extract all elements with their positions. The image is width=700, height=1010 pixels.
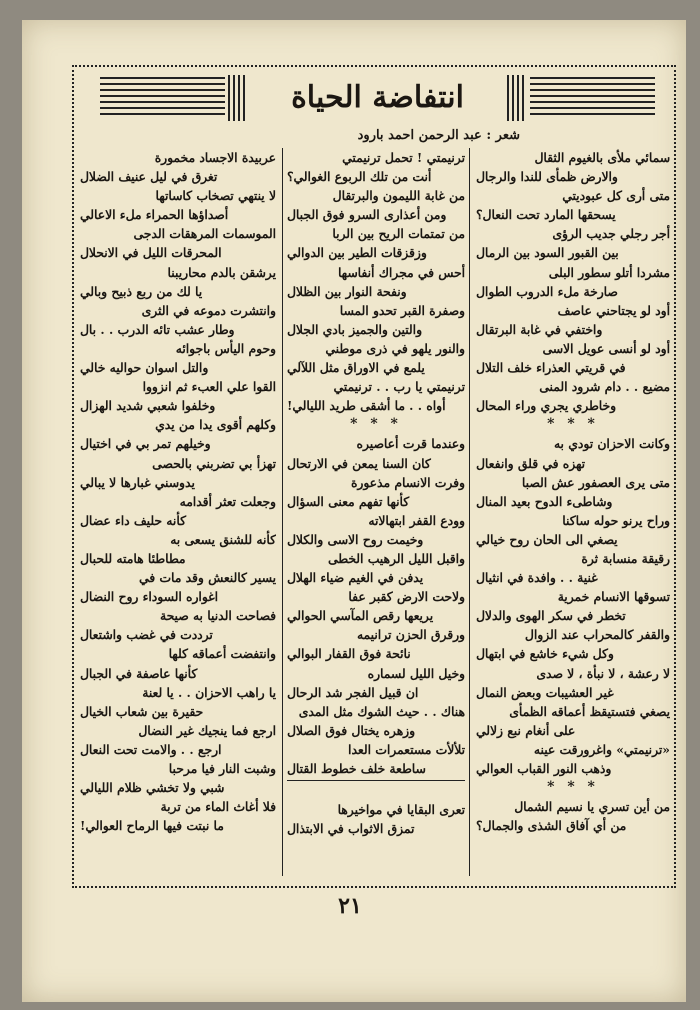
verse-line: الموسمات المرهقات الدجى xyxy=(133,226,276,242)
verse-line: والارض ظمأى للندا والرجال xyxy=(476,169,618,185)
verse-line: متى أرى كل عبوديتي xyxy=(562,188,670,204)
verse-line: تلألأت مستعمرات العدا xyxy=(348,741,465,757)
verse-line: كان السنا يمعن في الارتحال xyxy=(287,455,431,471)
verse-line: لا رعشة ، لا نبأة ، لا صدى xyxy=(536,665,670,681)
verse-line: تخطر في سكر الهوى والدلال xyxy=(476,608,626,624)
verse-line: اغواره السوداء روح النضال xyxy=(80,589,219,605)
verse-line: عربيدة الاجساد مخمورة xyxy=(154,150,276,165)
verse-line: وحوم اليأس باجوائه xyxy=(175,340,276,356)
verse-line: يدفن في الغيم ضياء الهلال xyxy=(287,570,424,586)
verse-line: وصفرة القبر تحدو المسا xyxy=(339,302,465,318)
verse-line: وزقزقات الطير بين الدوالي xyxy=(287,245,427,261)
verse-line: وراح يرنو حوله ساكنا xyxy=(562,512,670,528)
verse-line: وخيمت روح الاسى والكلال xyxy=(287,531,424,547)
verse-line: يسحقها المارد تحت النعال؟ xyxy=(476,207,616,223)
verse-line: أنت من تلك الربوع الغوالي؟ xyxy=(287,169,432,185)
verse-line: نائحة فوق القفار البوالي xyxy=(287,646,411,662)
verse-line: ونفحة النوار بين الظلال xyxy=(287,283,407,299)
verse-line: والتين والجميز بادي الجلال xyxy=(287,321,423,337)
verse-line: كأنها تفهم معنى السؤال xyxy=(287,493,410,509)
verse-line: من تمتمات الريح بين الربا xyxy=(332,226,465,242)
verse-line: وجعلت تعثر أقدامه xyxy=(179,493,276,509)
poet-byline: شعر : عبد الرحمن احمد بارود xyxy=(357,128,520,143)
verse-line: المحرقات الليل في الانحلال xyxy=(80,245,222,261)
verse-line: والقفر كالمحراب عند الزوال xyxy=(524,627,670,643)
verse-line: واختفي في غابة البرتقال xyxy=(476,321,603,337)
verse-line: وانتشرت دموعه في الثرى xyxy=(141,302,276,318)
column-rule xyxy=(287,780,465,800)
verse-line: مضيع . . دام شرود المنى xyxy=(539,379,670,395)
verse-line: وكانت الاحزان تودي به xyxy=(553,436,670,452)
verse-line: ترنيمتي يا رب . . ترنيمتي xyxy=(333,379,465,395)
verse-line: أصداؤها الحمراء ملء الاعالي xyxy=(80,207,229,223)
verse-line: وخيلهم تمر بي في اختيال xyxy=(80,436,211,452)
verse-line: على أنغام نبع زلالي xyxy=(476,722,576,738)
verse-line: أحس في مجراك أنفاسها xyxy=(337,264,465,280)
verse-line: ولاحت الارض كقبر عفا xyxy=(348,589,465,605)
verse-line: من أي آفاق الشذى والجمال؟ xyxy=(476,818,627,834)
poem-title: انتفاضة الحياة xyxy=(291,80,464,115)
verse-line: من غابة الليمون والبرتقال xyxy=(332,188,465,204)
verse-line: وكل شيء خاشع في ابتهال xyxy=(476,646,614,662)
verse-line: لا ينتهي تصخاب كاساتها xyxy=(155,188,276,204)
verse-line: وفرت الانسام مذعورة xyxy=(350,474,465,490)
verse-line: ان قبيل الفجر شد الرحال xyxy=(287,684,419,700)
verse-line: رقيقة منسابة ثرة xyxy=(581,550,670,566)
verse-line: تهزه في قلق وانفعال xyxy=(476,455,586,471)
verse-line: «ترنيمتي» واغرورقت عينه xyxy=(533,741,670,757)
verse-line: وعندما قرت أعاصيره xyxy=(356,436,465,452)
verse-line: ورقرق الحزن ترانيمه xyxy=(356,627,465,643)
verse-line: وخاطري يجري وراء المحال xyxy=(476,398,617,414)
verse-line: والنور يلهو في ذرى موطني xyxy=(325,340,465,356)
verse-line: القوا علي العبء ثم انزووا xyxy=(142,379,276,395)
verse-line: وطار عشب تائه الدرب . . بال xyxy=(80,321,235,337)
verse-line: يسير كالنعش وقد مات في xyxy=(139,570,276,586)
verse-line: يصغي فتستيقظ أعماقه الظمأى xyxy=(509,703,670,719)
verse-line: غير العشيبات وبعض النمال xyxy=(476,684,614,700)
verse-line: هناك . . حيث الشوك مثل المدى xyxy=(298,703,465,719)
ornament-rules-right xyxy=(530,77,655,117)
verse-line: وشبت النار فيا مرحبا xyxy=(168,761,276,776)
verse-line: مطاطئا هامته للحبال xyxy=(80,550,186,566)
verse-line: وخيل الليل لسماره xyxy=(367,665,465,681)
verse-line: وشاطىء الدوح بعيد المنال xyxy=(476,493,613,509)
verse-line: أواه . . ما أشقى طريد الليالي! xyxy=(287,398,446,414)
verse-line: كأنها عاصفة في الجبال xyxy=(80,665,198,681)
verse-line: يدوسني غبارها لا يبالي xyxy=(80,474,195,490)
verse-line: تعرى البقايا في مواخيرها xyxy=(337,802,465,818)
verse-line: تسوقها الانسام خمرية xyxy=(557,589,670,605)
verse-line: تغرق في ليل عنيف الضلال xyxy=(80,169,218,185)
verse-line: صارخة ملء الدروب الطوال xyxy=(476,283,618,299)
ornament-bars-left xyxy=(228,75,248,121)
verse-line: ارجع فما ينجيك غير النضال xyxy=(138,722,276,738)
stanza-separator: * * * xyxy=(350,416,402,433)
verse-line: وذهب النور القباب العوالي xyxy=(476,761,612,776)
verse-line: ترنيمتي ! تحمل ترنيمتي xyxy=(342,150,465,165)
verse-line: بين القبور السود بين الرمال xyxy=(476,245,619,261)
verse-line: يرشقن بالدم محاريبنا xyxy=(167,264,276,280)
verse-line: وكلهم أقوى يدا من يدي xyxy=(155,417,276,433)
verse-line: ترددت في غضب واشتعال xyxy=(80,627,213,643)
verse-line: ساطعة خلف خطوط القتال xyxy=(287,761,426,776)
verse-line: يريعها رقص المآسي الحوالي xyxy=(287,608,434,624)
verse-line: حقيرة بين شعاب الخيال xyxy=(80,703,204,719)
verse-line: شبي ولا تخشي ظلام الليالي xyxy=(80,780,225,796)
verse-line: من أين تسري يا نسيم الشمال xyxy=(514,799,670,815)
verse-line: فلا أغاث الماء من تربة xyxy=(160,799,276,815)
verse-line: تمزق الاثواب في الابتذال xyxy=(287,821,415,837)
verse-line: أجر رجلي جديب الرؤى xyxy=(552,226,670,242)
poem-column-left xyxy=(80,148,276,876)
verse-line: وودع القفر ابتهالاته xyxy=(368,512,465,528)
title-header xyxy=(100,75,655,123)
verse-line: كأنه حليف داء عضال xyxy=(80,512,186,528)
verse-line: والتل اسوان حواليه خالي xyxy=(80,360,209,376)
stanza-separator: * * * xyxy=(547,779,599,796)
stanza-separator: * * * xyxy=(547,416,599,433)
poem-column-middle xyxy=(282,148,470,876)
verse-line: غنية . . وافدة في انثيال xyxy=(476,570,598,586)
verse-line: تهزأ بي تضربني بالحصى xyxy=(152,455,276,471)
verse-line: أود لو يجتاحني عاصف xyxy=(557,302,670,318)
verse-line: يا لك من ربع ذبيح وبالي xyxy=(80,283,203,299)
verse-line: ومن أعذارى السرو فوق الجبال xyxy=(287,207,447,223)
verse-line: فصاحت الدنيا به صيحة xyxy=(159,608,276,624)
verse-line: مشردا أتلو سطور البلى xyxy=(548,264,670,280)
verse-line: ارجع . . والامت تحت النعال xyxy=(80,741,222,757)
verse-line: وانتفضت أعماقه كلها xyxy=(168,646,276,662)
verse-line: أود لو أنسى عويل الاسى xyxy=(542,340,670,356)
verse-line: وزهره يختال فوق الصلال xyxy=(287,722,416,738)
ornament-rules-left xyxy=(100,77,225,117)
verse-line: يلمع في الاوراق مثل اللآلي xyxy=(287,360,425,376)
verse-line: يصغي الى الحان روح خيالي xyxy=(476,531,618,547)
page-number: ٢١ xyxy=(338,893,362,919)
verse-line: متى يرى العصفور عش الصبا xyxy=(521,474,670,490)
verse-line: ما نبتت فيها الرماح العوالي! xyxy=(80,818,224,834)
verse-line: وخلفوا شعبي شديد الهزال xyxy=(80,398,216,414)
ornament-bars-right xyxy=(507,75,527,121)
verse-line: سمائي ملأى بالغيوم الثقال xyxy=(534,150,670,165)
poem-column-right xyxy=(476,148,670,876)
verse-line: واقبل الليل الرهيب الخطى xyxy=(327,550,465,566)
verse-line: في قريتي العذراء خلف التلال xyxy=(476,360,626,376)
verse-line: يا راهب الاحزان . . يا لعنة xyxy=(142,684,276,700)
verse-line: كأنه للشنق يسعى به xyxy=(170,531,276,547)
